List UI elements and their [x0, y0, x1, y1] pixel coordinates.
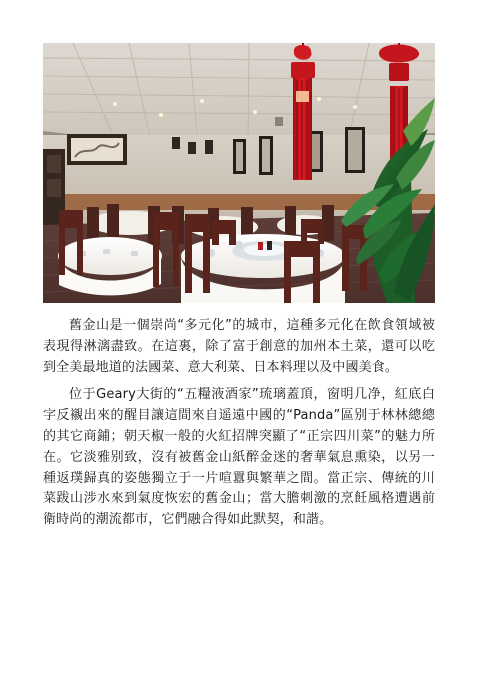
ceiling-speaker	[275, 117, 283, 126]
article-text	[43, 316, 435, 531]
restaurant-photo	[43, 43, 435, 303]
front-left-table	[58, 237, 162, 295]
article-paragraph-1: 舊金山是一個崇尚“多元化”的城市，這種多元化在飲食領域被表現得淋漓盡致。在這裏，除了富于創意的加州本土菜，還可以吃到全美最地道的法國菜、意大利菜、日本料理以及中國美食。	[43, 318, 435, 375]
article-paragraph-2: 位于Geary大街的“五糧液酒家”琉璃蓋頂，窗明几净，紅底白字反襯出來的醒目讓這間來自遥遠中國的“Panda”區别于林林總總的其它商鋪；朝天椒一般的火紅招牌突顯了“正宗四川菜”的魅力所在。它淡雅别致，沒有被舊金山紙醉金迷的奢華氣息熏染，以另一種返璞歸真的姿態獨立于一片喧囂與繁華之間。當正宗、傳統的川菜跋山涉水來到氣度恢宏的舊金山；當大膽刺激的烹飪風格遭遇前衛時尚的潮流都市，它們融合得如此默契，和諧。	[43, 387, 435, 528]
restaurant-photo-svg	[43, 43, 435, 303]
red-lantern-tassel-left	[291, 43, 315, 180]
